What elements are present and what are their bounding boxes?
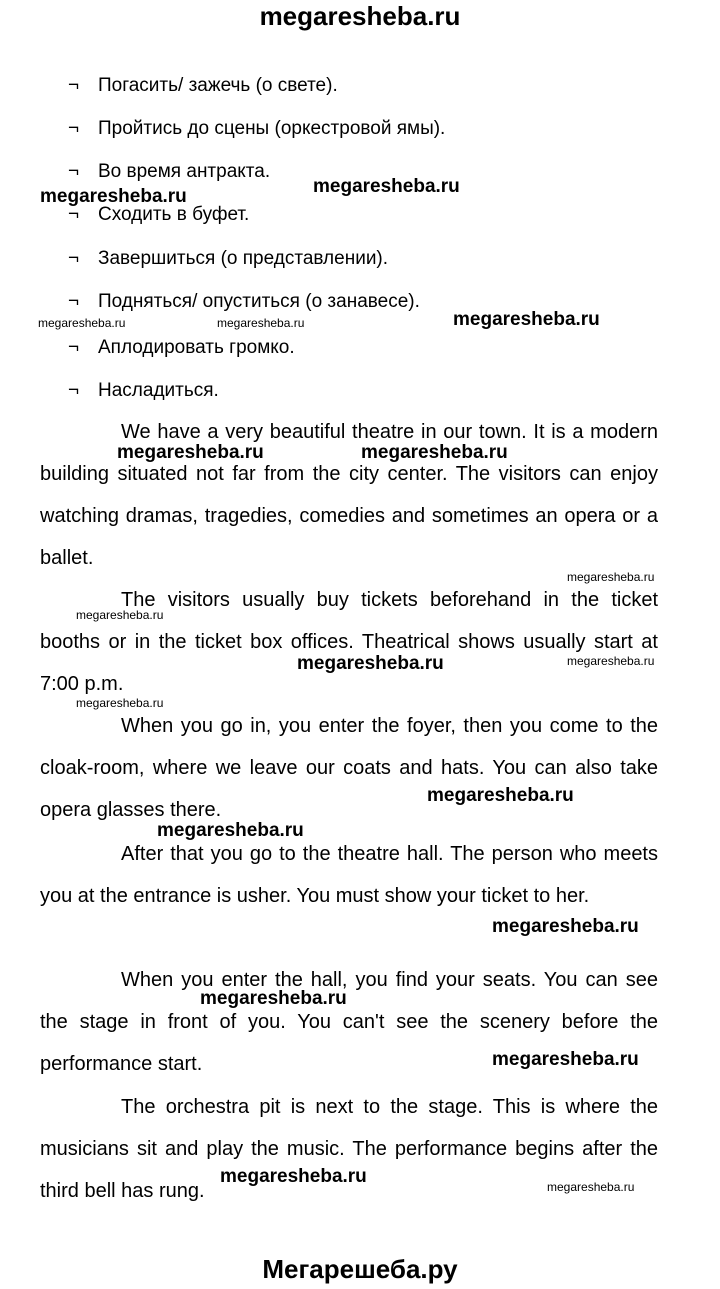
phrase-text: Во время антракта. xyxy=(98,161,271,182)
watermark: megaresheba.ru xyxy=(38,316,126,330)
watermark: megaresheba.ru xyxy=(547,1180,635,1194)
bullet-mark: ¬ xyxy=(68,204,80,225)
watermark: megaresheba.ru xyxy=(157,820,304,841)
paragraph: When you go in, you enter the foyer, then you come to the cloak-room, where we leave our coats and hats. You can also take opera glasses there. xyxy=(40,715,658,821)
watermark: megaresheba.ru xyxy=(567,654,655,668)
paragraph: When you enter the hall, you find your seats. You can see the stage in front of you. You can't see the scenery before the performance start. xyxy=(40,969,658,1075)
site-title: megaresheba.ru xyxy=(259,1,461,31)
watermark: megaresheba.ru xyxy=(220,1166,367,1187)
phrase-item xyxy=(68,117,445,141)
watermark: megaresheba.ru xyxy=(217,316,305,330)
watermark: megaresheba.ru xyxy=(492,916,639,937)
phrase-item xyxy=(68,74,338,98)
bullet-mark: ¬ xyxy=(68,75,80,96)
bullet-mark: ¬ xyxy=(68,161,80,182)
bullet-mark: ¬ xyxy=(68,337,80,358)
watermark: megaresheba.ru xyxy=(492,1049,639,1070)
phrase-text: Насладиться. xyxy=(98,380,219,401)
watermark: megaresheba.ru xyxy=(76,608,164,622)
phrase-item xyxy=(68,247,388,271)
phrase-item xyxy=(68,336,295,360)
watermark: megaresheba.ru xyxy=(361,442,508,463)
watermark: megaresheba.ru xyxy=(200,988,347,1009)
paragraph: After that you go to the theatre hall. The person who meets you at the entrance is usher. You must show your ticket to her. xyxy=(40,843,658,907)
phrase-text: Погасить/ зажечь (о свете). xyxy=(98,75,338,96)
watermark: megaresheba.ru xyxy=(567,570,655,584)
phrase-item xyxy=(68,160,270,184)
watermark: megaresheba.ru xyxy=(76,696,164,710)
phrase-text: Сходить в буфет. xyxy=(98,204,250,225)
phrase-item xyxy=(68,290,420,314)
watermark: megaresheba.ru xyxy=(427,785,574,806)
watermark: megaresheba.ru xyxy=(297,653,444,674)
paragraph: The visitors usually buy tickets beforehand in the ticket booths or in the ticket box offices. Theatrical shows usually start at 7:00 p.m. xyxy=(40,589,658,695)
phrase-text: Пройтись до сцены (оркестровой ямы). xyxy=(98,118,446,139)
phrase-text: Аплодировать громко. xyxy=(98,337,295,358)
watermark: megaresheba.ru xyxy=(117,442,264,463)
watermark: megaresheba.ru xyxy=(313,176,460,197)
bullet-mark: ¬ xyxy=(68,248,80,269)
watermark: megaresheba.ru xyxy=(40,186,187,207)
bullet-mark: ¬ xyxy=(68,380,80,401)
phrase-item xyxy=(68,379,219,403)
watermark: megaresheba.ru xyxy=(453,309,600,330)
footer-title: Мегарешеба.ру xyxy=(262,1254,458,1284)
phrase-text: Завершиться (о представлении). xyxy=(98,248,389,269)
bullet-mark: ¬ xyxy=(68,118,80,139)
paragraph: The orchestra pit is next to the stage. This is where the musicians sit and play the music. The performance begins after the third bell has rung. xyxy=(40,1096,658,1202)
bullet-mark: ¬ xyxy=(68,291,80,312)
phrase-text: Подняться/ опуститься (о занавесе). xyxy=(98,291,420,312)
paragraph: We have a very beautiful theatre in our town. It is a modern building situated not far from the city center. The visitors can enjoy watching dramas, tragedies, comedies and sometimes an opera or a ballet. xyxy=(40,421,658,569)
